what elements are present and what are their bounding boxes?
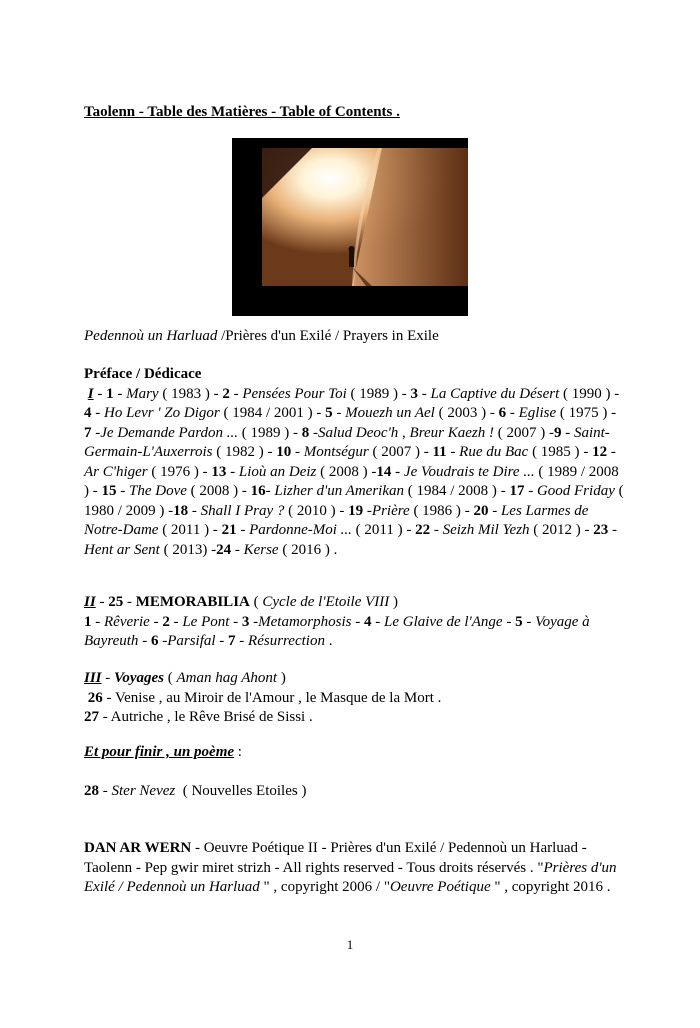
toc-title: Le Pont (182, 613, 230, 630)
toc-date: ( 1980 / 2009 ) (84, 483, 624, 519)
toc-title-extra: Breur Kaezh ! (409, 424, 494, 441)
toc-title: Montségur (303, 444, 369, 460)
toc-num: 27 (84, 709, 99, 725)
toc-num: 2 (162, 613, 170, 630)
toc-title: Mouezh un Ael (345, 405, 435, 421)
toc-num: 16 (250, 483, 266, 499)
toc-title: Rue du Bac (459, 444, 529, 460)
toc-num: 9 (553, 424, 562, 441)
section-3-sub: Aman hag Ahont (176, 670, 278, 686)
toc-title: Pensées Pour Toi (242, 385, 347, 402)
toc-num: 5 (515, 613, 523, 630)
toc-num: 10 (276, 444, 292, 460)
toc-num: 6 (498, 405, 507, 421)
toc-title: Mary (126, 385, 159, 402)
footer-text: " , copyright 2016 . (494, 879, 611, 895)
toc-title: La Captive du Désert (430, 385, 560, 402)
footer-author: DAN AR WERN (84, 840, 192, 856)
toc-date: ( 2007 ) (372, 444, 420, 460)
toc-num: 21 (221, 522, 237, 538)
toc-date: ( 2011 ) (162, 522, 210, 538)
toc-title: Good Friday (536, 483, 615, 499)
toc-section-2: II - 25 - MEMORABILIA ( Cycle de l'Etoile VIII ) 1 - Rêverie - 2 - Le Pont - 3 -Metamorphosis - 4 - Le Glaive de l'Ange - 5 - Voyage à Bayreuth - 6 -Parsifal - 7 - Résurrection . (84, 594, 590, 649)
toc-sub: ( Nouvelles Etoiles ) (182, 783, 307, 799)
toc-date: ( 2016 ) (282, 541, 330, 558)
toc-date: ( 1989 ) (241, 424, 290, 441)
footer-italic: Oeuvre Poétique (389, 879, 491, 895)
toc-section-1: Préface / Dédicace I - 1 - Mary ( 1983 ) - 2 - Pensées Pour Toi ( 1989 ) - 3 - La Captive du Désert ( 1990 ) - 4 - Ho Levr ' Zo Digor ( 1984 / 2001 ) - 5 - Mouezh un Ael ( 2003 ) - 6 - Eglise ( 1975 ) - 7 -Je Demande Pardon ... ( 1989 ) - 8 -Salud Deoc'h , Breur Kaezh ! ( 2007 ) -9 - Saint-Germain-L'Auxerrois ( 1982 ) - 10 - Montségur ( 2007 ) - 11 - Rue du Bac ( 1985 ) - 12 - Ar C'higer ( 1976 ) - 13 - Lioù an Deiz ( 2008 ) -14 - Je Voudrais te Dire ... ( 1989 / 2008 ) - 15 - The Dove ( 2008 ) - 16- Lizher d'un Amerikan ( 1984 / 2008 ) - 17 - Good Friday ( 1980 / 2009 ) -18 - Shall I Pray ? ( 2010 ) - 19 -Prière ( 1986 ) - 20 - Les Larmes de Notre-Dame ( 2011 ) - 21 - Pardonne-Moi ... ( 2011 ) - 22 - Seizh Mil Yezh ( 2012 ) - 23 - Hent ar Sent ( 2013) -24 - Kerse ( 2016 ) . (84, 366, 624, 558)
toc-date: ( 2012 ) (533, 522, 581, 538)
toc-date: ( 1984 / 2001 ) (223, 405, 313, 421)
toc-date: ( 2010 ) (288, 502, 336, 519)
toc-num: 3 (410, 385, 419, 402)
toc-num: 11 (432, 444, 447, 460)
toc-title: Parsifal (167, 633, 216, 649)
toc-date: ( 1985 ) (532, 444, 580, 460)
section-3-name: Voyages (114, 670, 165, 686)
page-number: 1 (346, 937, 354, 952)
toc-num: 22 (415, 522, 431, 538)
toc-title: Metamorphosis (258, 613, 352, 630)
toc-num: 7 (228, 633, 236, 649)
toc-num: 8 (301, 424, 310, 441)
toc-title: Ster Nevez (111, 783, 176, 799)
toc-num: 5 (325, 405, 333, 421)
section-2-name: MEMORABILIA (135, 594, 250, 610)
toc-title: Eglise (518, 405, 557, 421)
toc-date: ( 1986 ) (413, 502, 461, 519)
toc-num: 23 (593, 522, 609, 538)
footer-italic: Prières d'un Exilé / Pedennoù un Harluad (84, 859, 617, 895)
toc-title: The Dove (129, 483, 187, 499)
toc-date: ( 1976 ) (151, 463, 199, 480)
preface-heading: Préface / Dédicace (84, 366, 202, 382)
toc-date: ( 2011 ) (355, 522, 403, 538)
toc-date: ( 1984 / 2008 ) (407, 483, 497, 499)
toc-title: Prière (371, 502, 410, 519)
section-1-roman: I (87, 385, 94, 402)
toc-num: 4 (364, 613, 372, 630)
closing-heading: Et pour finir , un poème (84, 744, 235, 760)
toc-title: Seizh Mil Yezh (442, 522, 530, 538)
toc-num: 28 (84, 783, 99, 799)
toc-title: Les Larmes de Notre-Dame (84, 502, 589, 538)
toc-date: ( 2013) (163, 541, 208, 558)
toc-num: 14 (376, 463, 392, 480)
toc-title: Lioù an Deiz (238, 463, 317, 480)
section-2-cycle: Cycle de l'Etoile VIII (262, 594, 390, 610)
cover-photo (232, 138, 468, 316)
toc-num: 20 (473, 502, 489, 519)
toc-title: Je Demande Pardon ... (100, 424, 238, 441)
copyright-footer (84, 839, 624, 898)
toc-title: Saint-Germain-L'Auxerrois (84, 424, 610, 460)
toc-title: Kerse (243, 541, 279, 558)
toc-title: Ho Levr ' Zo Digor (104, 405, 220, 421)
toc-title: Lizher d'un Amerikan (274, 483, 405, 499)
closing-item-line: 28 - Ster Nevez ( Nouvelles Etoiles ) (84, 783, 307, 799)
toc-title: Hent ar Sent (84, 541, 160, 558)
toc-date: ( 2008 ) (190, 483, 239, 499)
toc-title: Pardonne-Moi ... (249, 522, 352, 538)
toc-num: 13 (211, 463, 227, 480)
toc-date: ( 1989 ) (350, 385, 399, 402)
toc-num: 25 (108, 594, 124, 610)
toc-date: ( 1989 / 2008 ) (84, 463, 619, 499)
toc-num: 6 (150, 633, 159, 649)
toc-title: Shall I Pray ? (200, 502, 285, 519)
toc-title: Résurrection (248, 633, 325, 649)
toc-num: 24 (216, 541, 232, 558)
subtitle-line: Pedennoù un Harluad /Prières d'un Exilé / Prayers in Exile (84, 328, 439, 344)
closing-heading-line: Et pour finir , un poème : (84, 744, 242, 760)
page-title: Taolenn - Table des Matières - Table of Contents . (84, 104, 400, 120)
toc-num: 1 (84, 613, 92, 630)
toc-title: Le Glaive de l'Ange (384, 613, 503, 630)
toc-date: ( 1975 ) (559, 405, 608, 421)
toc-num: 17 (509, 483, 525, 499)
toc-date: ( 1982 ) (216, 444, 264, 460)
toc-title: Voyage à Bayreuth (84, 613, 590, 649)
subtitle-breton: Pedennoù un Harluad (84, 328, 218, 344)
footer-text: - Oeuvre Poétique II - Prières d'un Exilé / Pedennoù un Harluad - Taolenn - Pep gwir miret strizh - All rights reserved - Tous droits réservés . " (84, 840, 587, 876)
subtitle-french-english: Prières d'un Exilé / Prayers in Exile (225, 328, 439, 344)
toc-title: Rêverie (104, 613, 150, 630)
toc-title: Je Voudrais te Dire ... (403, 463, 535, 480)
toc-num: 18 (173, 502, 189, 519)
cover-photo-graphic (232, 138, 468, 316)
toc-section-3: III - Voyages ( Aman hag Ahont ) 26 - Venise , au Miroir de l'Amour , le Masque de la Mort . 27 - Autriche , le Rêve Brisé de Sissi . (84, 670, 442, 725)
toc-date: ( 2007 ) (497, 424, 546, 441)
toc-text: Venise , au Miroir de l'Amour , le Masque de la Mort . (114, 689, 442, 706)
toc-num: 4 (84, 405, 92, 421)
toc-date: ( 2008 ) (320, 463, 368, 480)
toc-date: ( 2003 ) (438, 405, 487, 421)
toc-date: ( 1990 ) (563, 385, 611, 402)
section-2-roman: II (84, 594, 96, 610)
toc-num: 15 (101, 483, 117, 499)
toc-num: 3 (241, 613, 250, 630)
toc-title: Salud Deoc'h (318, 424, 399, 441)
toc-text: Autriche , le Rêve Brisé de Sissi . (110, 709, 313, 725)
toc-num: 12 (592, 444, 608, 460)
toc-title: Ar C'higer (84, 463, 148, 480)
toc-date: ( 1983 ) (162, 385, 210, 402)
section-3-roman: III (84, 670, 102, 686)
toc-num: 26 (87, 689, 103, 706)
toc-num: 2 (222, 385, 230, 402)
toc-num: 7 (84, 424, 92, 441)
toc-num: 19 (348, 502, 364, 519)
footer-text: " , copyright 2006 / " (263, 879, 390, 895)
toc-num: 1 (106, 385, 114, 402)
